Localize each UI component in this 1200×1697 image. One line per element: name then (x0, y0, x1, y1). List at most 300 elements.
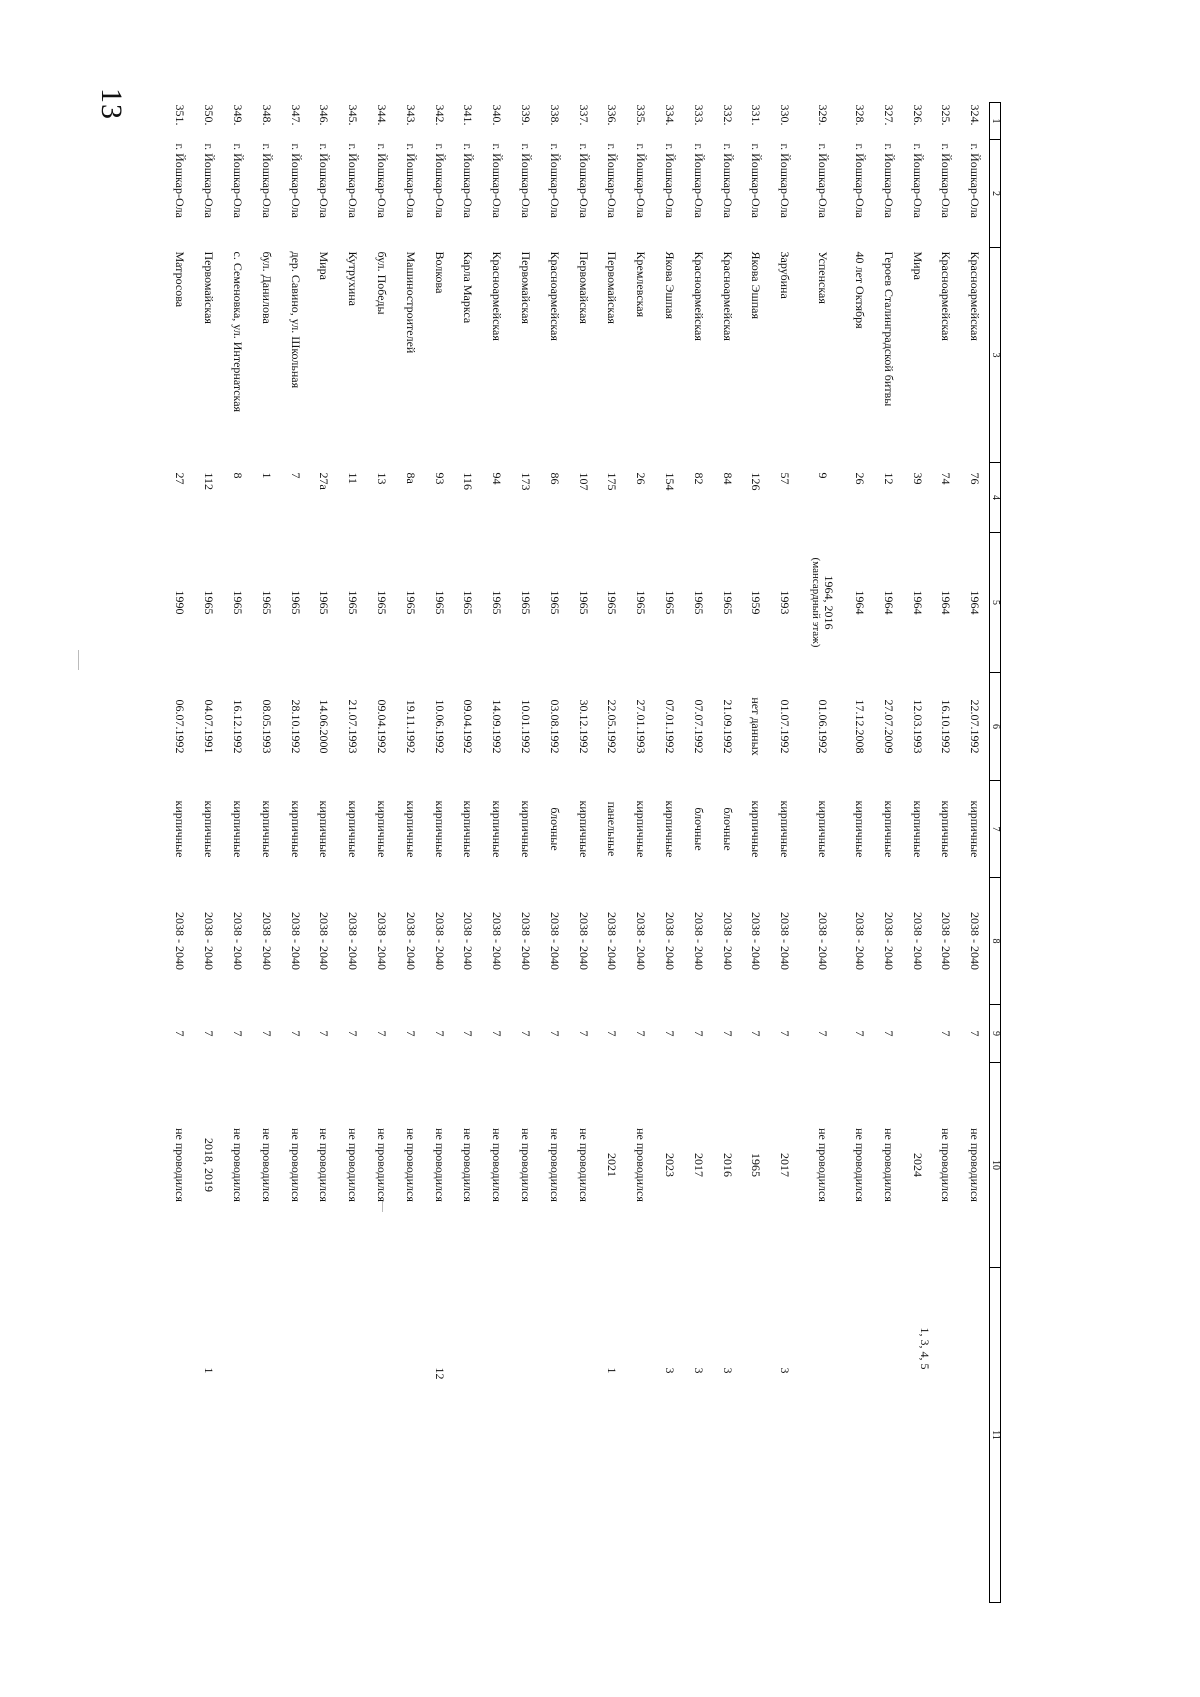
cell-period: 2038 - 2040 (461, 912, 476, 970)
buildings-table (165, 102, 1001, 1603)
column-header: 9 (990, 1005, 1001, 1063)
cell-city: г. Йошкар-Ола (518, 143, 533, 218)
cell-house: 11 (346, 472, 361, 485)
scan-speck (78, 650, 79, 670)
cell-city: г. Йошкар-Ола (852, 143, 867, 218)
cell-num: 344. (374, 104, 389, 126)
cell-year: 1965 (259, 590, 274, 615)
cell-year: 1965 (374, 590, 389, 615)
column-header: 3 (990, 248, 1001, 463)
cell-year: 1959 (749, 590, 764, 615)
cell-repair: не проводился (230, 1128, 245, 1202)
cell-date: 28.10.1992 (288, 699, 303, 754)
cell-repair: не проводился (518, 1128, 533, 1202)
table-row (770, 103, 799, 1603)
cell-street: Якова Эшпая (749, 251, 764, 319)
cell-period: 2038 - 2040 (374, 912, 389, 970)
cell-repair: не проводился (432, 1128, 447, 1202)
cell-material: кирпичные (288, 800, 303, 858)
cell-material: кирпичные (173, 800, 188, 858)
cell-material: блочные (720, 807, 735, 851)
cell-repair: не проводился (288, 1128, 303, 1202)
cell-num: 347. (288, 104, 303, 126)
cell-house: 76 (968, 472, 983, 485)
cell-repair: не проводился (939, 1128, 954, 1202)
table-row (874, 103, 903, 1603)
cell-life: 7 (202, 1030, 217, 1037)
cell-street: Кутрухина (346, 251, 361, 307)
cell-notes: 1 (202, 1367, 217, 1374)
cell-date: 09.04.1992 (461, 699, 476, 754)
column-header: 6 (990, 673, 1001, 781)
cell-date: 17.12.2008 (852, 699, 867, 754)
cell-repair: не проводился (374, 1128, 389, 1202)
column-header: 8 (990, 878, 1001, 1005)
cell-notes (874, 1268, 903, 1603)
cell-life: 7 (288, 1030, 303, 1037)
cell-repair: не проводился (815, 1128, 830, 1202)
cell-material: кирпичные (202, 800, 217, 858)
cell-date: 16.10.1992 (939, 699, 954, 754)
table-row (626, 103, 655, 1603)
cell-house: 26 (852, 472, 867, 485)
cell-city: г. Йошкар-Ола (749, 143, 764, 218)
cell-street: Красноармейская (720, 251, 735, 341)
cell-period: 2038 - 2040 (173, 912, 188, 970)
cell-house: 8а (403, 472, 418, 484)
cell-period: 2038 - 2040 (939, 912, 954, 970)
cell-repair: не проводился (346, 1128, 361, 1202)
cell-life: 7 (634, 1030, 649, 1037)
cell-street: Первомайская (605, 251, 620, 324)
cell-city: г. Йошкар-Ола (230, 143, 245, 218)
cell-year: 1965 (202, 590, 217, 615)
cell-material: кирпичные (939, 800, 954, 858)
cell-material: кирпичные (374, 800, 389, 858)
cell-notes: 3 (778, 1367, 793, 1374)
cell-year: 1965 (461, 590, 476, 615)
cell-date: 22.05.1992 (605, 699, 620, 754)
cell-house: 7 (288, 472, 303, 479)
cell-period: 2038 - 2040 (852, 912, 867, 970)
cell-city: г. Йошкар-Ола (403, 143, 418, 218)
cell-repair: не проводился (852, 1128, 867, 1202)
cell-life: 7 (461, 1030, 476, 1037)
cell-date: 09.04.1992 (374, 699, 389, 754)
table-row (511, 103, 540, 1603)
cell-year: 1965 (605, 590, 620, 615)
cell-house: 13 (374, 472, 389, 485)
cell-life: 7 (749, 1030, 764, 1037)
cell-notes (482, 1268, 511, 1603)
cell-notes: 1 (605, 1367, 620, 1374)
cell-year: 1965 (346, 590, 361, 615)
cell-material: кирпичные (662, 800, 677, 858)
cell-notes (569, 1268, 598, 1603)
cell-period: 2038 - 2040 (605, 912, 620, 970)
cell-life: 7 (432, 1030, 447, 1037)
cell-repair: 2024 (910, 1153, 925, 1177)
cell-house: 27а (317, 472, 332, 490)
cell-life: 7 (881, 1030, 896, 1037)
cell-street: 40 лет Октября (852, 251, 867, 329)
cell-street: Первомайская (576, 251, 591, 324)
cell-street: с. Семеновка, ул. Интернатская (230, 251, 245, 413)
cell-house: 173 (518, 472, 533, 491)
cell-period: 2038 - 2040 (230, 912, 245, 970)
cell-num: 328. (852, 104, 867, 126)
cell-street: Первомайская (202, 251, 217, 324)
cell-period: 2038 - 2040 (815, 912, 830, 970)
cell-life: 7 (778, 1030, 793, 1037)
cell-year: 1965 (662, 590, 677, 615)
cell-year: 1990 (173, 590, 188, 615)
table-row (931, 103, 960, 1603)
cell-year: 1965 (691, 590, 706, 615)
cell-city: г. Йошкар-Ола (634, 143, 649, 218)
cell-life: 7 (691, 1030, 706, 1037)
cell-street: Красноармейская (968, 251, 983, 341)
cell-num: 336. (605, 104, 620, 126)
cell-num: 333. (691, 104, 706, 126)
cell-num: 324. (968, 104, 983, 126)
cell-repair: не проводился (881, 1128, 896, 1202)
cell-repair: 2017 (691, 1153, 706, 1177)
cell-life: 7 (490, 1030, 505, 1037)
cell-material: кирпичные (518, 800, 533, 858)
cell-city: г. Йошкар-Ола (173, 143, 188, 218)
cell-material: кирпичные (432, 800, 447, 858)
cell-material: кирпичные (461, 800, 476, 858)
cell-year: 1964 (881, 590, 896, 615)
cell-notes (309, 1268, 338, 1603)
cell-house: 175 (605, 472, 620, 491)
cell-period: 2038 - 2040 (202, 912, 217, 970)
cell-date: 08.05.1993 (259, 699, 274, 754)
cell-date: 01.07.1992 (778, 699, 793, 754)
cell-house: 116 (461, 472, 476, 491)
cell-repair: не проводился (403, 1128, 418, 1202)
cell-date: 12.03.1993 (910, 699, 925, 754)
cell-material: кирпичные (317, 800, 332, 858)
column-header: 7 (990, 781, 1001, 878)
cell-year: 1965 (490, 590, 505, 615)
cell-date: 07.07.1992 (691, 699, 706, 754)
cell-num: 331. (749, 104, 764, 126)
cell-repair: 2017 (778, 1153, 793, 1177)
cell-period: 2038 - 2040 (910, 912, 925, 970)
cell-material: кирпичные (490, 800, 505, 858)
cell-city: г. Йошкар-Ола (691, 143, 706, 218)
cell-notes: 12 (432, 1367, 447, 1380)
cell-year: 1965 (720, 590, 735, 615)
cell-life: 7 (662, 1030, 677, 1037)
cell-street: Первомайская (518, 251, 533, 324)
cell-period: 2038 - 2040 (547, 912, 562, 970)
table-body (165, 103, 989, 1603)
cell-city: г. Йошкар-Ола (202, 143, 217, 218)
cell-material: кирпичные (852, 800, 867, 858)
cell-street: Героев Сталинградской битвы (881, 251, 896, 407)
cell-city: г. Йошкар-Ола (720, 143, 735, 218)
cell-date: 01.06.1992 (815, 699, 830, 754)
cell-num: 349. (230, 104, 245, 126)
cell-material: кирпичные (749, 800, 764, 858)
cell-material: кирпичные (346, 800, 361, 858)
cell-city: г. Йошкар-Ола (346, 143, 361, 218)
cell-street: Красноармейская (939, 251, 954, 341)
cell-house: 94 (490, 472, 505, 485)
cell-house: 74 (939, 472, 954, 485)
cell-num: 346. (317, 104, 332, 126)
cell-life: 7 (968, 1030, 983, 1037)
cell-year: 1965 (432, 590, 447, 615)
cell-notes (540, 1268, 569, 1603)
cell-house: 1 (259, 472, 274, 479)
cell-notes: 3 (662, 1367, 677, 1374)
cell-city: г. Йошкар-Ола (881, 143, 896, 218)
cell-life: 7 (259, 1030, 274, 1037)
cell-notes (626, 1268, 655, 1603)
column-header: 1 (990, 103, 1001, 140)
cell-house: 27 (173, 472, 188, 485)
cell-house: 86 (547, 472, 562, 485)
cell-material: кирпичные (230, 800, 245, 858)
cell-city: г. Йошкар-Ола (374, 143, 389, 218)
cell-notes (252, 1268, 281, 1603)
cell-house: 12 (881, 472, 896, 485)
cell-year-value: 1964, 2016 (822, 575, 837, 630)
cell-period: 2038 - 2040 (317, 912, 332, 970)
cell-date: 07.01.1992 (662, 699, 677, 754)
cell-num: 350. (202, 104, 217, 126)
cell-street: Волкова (432, 251, 447, 294)
cell-material: кирпичные (968, 800, 983, 858)
cell-year: 1965 (518, 590, 533, 615)
table-row (684, 103, 713, 1603)
cell-city: г. Йошкар-Ола (815, 143, 830, 218)
cell-date: 03.08.1992 (547, 699, 562, 754)
cell-life: 7 (576, 1030, 591, 1037)
cell-house: 9 (815, 472, 830, 479)
cell-material: кирпичные (778, 800, 793, 858)
cell-city: г. Йошкар-Ола (490, 143, 505, 218)
cell-life: 7 (852, 1030, 867, 1037)
cell-city: г. Йошкар-Ола (317, 143, 332, 218)
column-header: 4 (990, 463, 1001, 533)
cell-num: 337. (576, 104, 591, 126)
cell-num: 325. (939, 104, 954, 126)
table-row (713, 103, 742, 1603)
cell-material: кирпичные (815, 800, 830, 858)
table-row (281, 103, 310, 1603)
cell-num: 340. (490, 104, 505, 126)
cell-city: г. Йошкар-Ола (576, 143, 591, 218)
cell-period: 2038 - 2040 (518, 912, 533, 970)
cell-period: 2038 - 2040 (288, 912, 303, 970)
cell-date: 14.09.1992 (490, 699, 505, 754)
cell-city: г. Йошкар-Ола (968, 143, 983, 218)
cell-street: Красноармейская (691, 251, 706, 341)
cell-street: Якова Эшпая (662, 251, 677, 319)
cell-num: 348. (259, 104, 274, 126)
cell-num: 332. (720, 104, 735, 126)
cell-street: Мира (910, 251, 925, 280)
cell-street: Кремлевская (634, 251, 649, 318)
cell-street: Машиностроителей (403, 251, 418, 354)
cell-material: кирпичные (259, 800, 274, 858)
cell-material: панельные (605, 801, 620, 857)
cell-house: 126 (749, 472, 764, 491)
column-header: 2 (990, 140, 1001, 248)
cell-num: 335. (634, 104, 649, 126)
cell-notes (931, 1268, 960, 1603)
cell-life: 7 (230, 1030, 245, 1037)
cell-street: дер. Савино, ул. Школьная (288, 251, 303, 389)
cell-period: 2038 - 2040 (778, 912, 793, 970)
cell-house: 57 (778, 472, 793, 485)
cell-life: 7 (518, 1030, 533, 1037)
cell-repair: не проводился (317, 1128, 332, 1202)
cell-year: 1965 (403, 590, 418, 615)
cell-life: 7 (720, 1030, 735, 1037)
cell-year: 1993 (778, 590, 793, 615)
cell-city: г. Йошкар-Ола (461, 143, 476, 218)
cell-street: Мира (317, 251, 332, 280)
cell-notes (396, 1268, 425, 1603)
cell-year: 1965 (317, 590, 332, 615)
cell-repair: не проводился (968, 1128, 983, 1202)
cell-date: 22.07.1992 (968, 699, 983, 754)
cell-city: г. Йошкар-Ола (910, 143, 925, 218)
cell-date: 21.09.1992 (720, 699, 735, 754)
cell-date: 10.01.1992 (518, 699, 533, 754)
cell-year: 1965 (288, 590, 303, 615)
cell-year: 1964 (939, 590, 954, 615)
column-header: 10 (990, 1063, 1001, 1268)
cell-repair: не проводился (461, 1128, 476, 1202)
cell-period: 2038 - 2040 (662, 912, 677, 970)
cell-life: 7 (815, 1030, 830, 1037)
cell-life: 7 (547, 1030, 562, 1037)
cell-year-note: (мансардный этаж) (810, 557, 823, 648)
cell-notes (338, 1268, 367, 1603)
table-row (845, 103, 874, 1603)
cell-street: Матросова (173, 251, 188, 308)
cell-period: 2038 - 2040 (490, 912, 505, 970)
cell-street: бул. Данилова (259, 251, 274, 324)
cell-city: г. Йошкар-Ола (432, 143, 447, 218)
cell-year: 1964 (968, 590, 983, 615)
cell-year: 1965 (576, 590, 591, 615)
cell-street: Зарубина (778, 251, 793, 299)
cell-life: 7 (374, 1030, 389, 1037)
cell-notes (741, 1268, 770, 1603)
cell-period: 2038 - 2040 (346, 912, 361, 970)
cell-notes: 1, 3, 4, 5 (918, 1327, 933, 1370)
table-row (569, 103, 598, 1603)
cell-year: 1965 (230, 590, 245, 615)
column-header: 5 (990, 533, 1001, 673)
cell-material: кирпичные (910, 800, 925, 858)
cell-year: 1965 (634, 590, 649, 615)
cell-life: 7 (939, 1030, 954, 1037)
cell-year: 1965 (547, 590, 562, 615)
cell-period: 2038 - 2040 (403, 912, 418, 970)
cell-repair: не проводился (173, 1128, 188, 1202)
cell-house: 107 (576, 472, 591, 491)
cell-notes: 3 (691, 1367, 706, 1374)
cell-notes: 3 (720, 1367, 735, 1374)
cell-city: г. Йошкар-Ола (605, 143, 620, 218)
cell-city: г. Йошкар-Ола (778, 143, 793, 218)
cell-repair: не проводился (490, 1128, 505, 1202)
cell-street: Карла Маркса (461, 251, 476, 324)
cell-notes (223, 1268, 252, 1603)
cell-num: 341. (461, 104, 476, 126)
cell-repair: не проводился (576, 1128, 591, 1202)
cell-city: г. Йошкар-Ола (288, 143, 303, 218)
table-row (425, 103, 454, 1603)
cell-year: 1964 (910, 590, 925, 615)
table-row (194, 103, 223, 1603)
cell-material: блочные (691, 807, 706, 851)
cell-house: 26 (634, 472, 649, 485)
table-row (960, 103, 989, 1603)
table-row (165, 103, 194, 1603)
cell-date: 14.06.2000 (317, 699, 332, 754)
cell-notes (799, 1268, 845, 1603)
cell-material: кирпичные (634, 800, 649, 858)
cell-num: 342. (432, 104, 447, 126)
header-row (990, 103, 1001, 1603)
table-row (741, 103, 770, 1603)
cell-repair: не проводился (634, 1128, 649, 1202)
table-row (367, 103, 396, 1603)
table-row (223, 103, 252, 1603)
cell-period: 2038 - 2040 (576, 912, 591, 970)
cell-material: кирпичные (403, 800, 418, 858)
cell-repair: не проводился (259, 1128, 274, 1202)
cell-repair: 2018, 2019 (202, 1138, 217, 1192)
cell-period: 2038 - 2040 (432, 912, 447, 970)
table-row (482, 103, 511, 1603)
cell-num: 330. (778, 104, 793, 126)
cell-street: Успенская (815, 251, 830, 304)
cell-date: 30.12.1992 (576, 699, 591, 754)
cell-period: 2038 - 2040 (720, 912, 735, 970)
cell-life: 7 (403, 1030, 418, 1037)
cell-house: 93 (432, 472, 447, 485)
cell-num: 351. (173, 104, 188, 126)
cell-material: кирпичные (576, 800, 591, 858)
cell-year (799, 533, 845, 673)
cell-life: 7 (173, 1030, 188, 1037)
cell-num: 334. (662, 104, 677, 126)
table-row (540, 103, 569, 1603)
cell-num: 329. (815, 104, 830, 126)
cell-date: 27.07.2009 (881, 699, 896, 754)
cell-date: 19.11.1992 (403, 699, 418, 754)
cell-life: 7 (346, 1030, 361, 1037)
cell-date: 06.07.1992 (173, 699, 188, 754)
cell-year: 1964 (852, 590, 867, 615)
cell-notes (281, 1268, 310, 1603)
column-header: 11 (990, 1268, 1001, 1603)
cell-date: 27.01.1993 (634, 699, 649, 754)
cell-city: г. Йошкар-Ола (662, 143, 677, 218)
cell-street: Красноармейская (490, 251, 505, 341)
